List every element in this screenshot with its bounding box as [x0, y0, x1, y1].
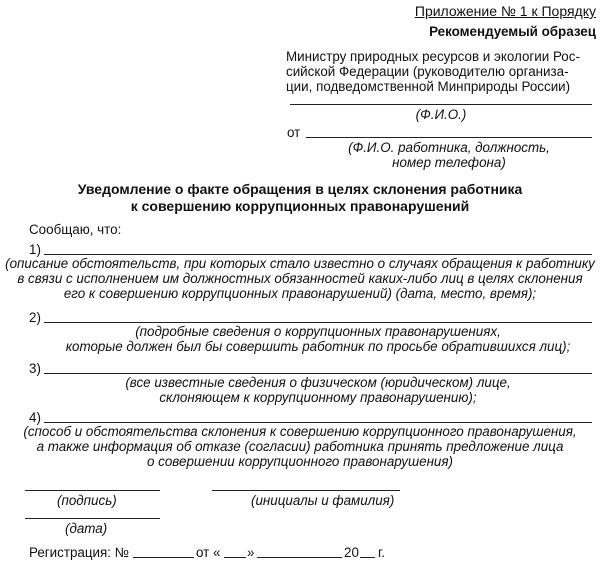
registration-year-suffix: г.	[378, 545, 385, 560]
item-line[interactable]	[44, 254, 592, 255]
intro-text: Сообщаю, что:	[29, 222, 122, 237]
fio-caption: (Ф.И.О.)	[415, 107, 467, 122]
item-number: 1)	[29, 242, 41, 257]
registration-year-line[interactable]	[360, 557, 375, 558]
item-caption	[40, 375, 596, 405]
caption-line: склоняющем к коррупционному правонарушению);	[159, 390, 477, 405]
from-caption-line: (Ф.И.О. работника, должность,	[348, 140, 550, 155]
registration-month-line[interactable]	[257, 557, 342, 558]
from-caption-line: номер телефона)	[392, 155, 506, 170]
caption-line: (все известные сведения о физическом (юридическом) лице,	[125, 375, 511, 390]
appendix-label: Приложение № 1 к Порядку	[414, 3, 596, 19]
document-title	[0, 181, 600, 215]
title-line: к совершению коррупционных правонарушений	[130, 198, 470, 214]
caption-line: в связи с исполнением им должностных обязанностей каких-либо лиц в целях склонения	[17, 271, 583, 286]
item-line[interactable]	[44, 373, 592, 374]
sample-label: Рекомендуемый образец	[429, 24, 596, 39]
item-number: 2)	[29, 310, 41, 325]
from-label: от	[287, 125, 301, 140]
registration-close-quote: »	[247, 545, 255, 560]
addressee-line: ции, подведомственной Минприроды России)	[286, 79, 571, 94]
date-line[interactable]	[25, 518, 160, 519]
item-line[interactable]	[44, 422, 592, 423]
fio-line[interactable]	[290, 104, 592, 105]
caption-line: (подробные сведения о коррупционных правонарушениях,	[135, 324, 501, 339]
caption-line: о совершении коррупционного правонарушения)	[147, 454, 453, 469]
registration-day-line[interactable]	[224, 557, 246, 558]
caption-line: а также информация об отказе (согласии) работника принять предложение лица	[36, 439, 564, 454]
registration-label: Регистрация: №	[29, 545, 130, 560]
caption-line: (способ и обстоятельства склонения к совершению коррупционного правонарушения,	[23, 424, 577, 439]
addressee-line: Министру природных ресурсов и экологии Рос-	[286, 49, 580, 64]
date-caption: (дата)	[65, 521, 108, 536]
caption-line: которые должен был бы совершить работник по просьбе обратившихся лиц);	[65, 339, 571, 354]
caption-line: его к совершению коррупционных правонарушений) (дата, место, время);	[63, 286, 537, 301]
registration-year: 20	[344, 545, 359, 560]
item-caption	[4, 256, 596, 301]
addressee-block	[286, 49, 598, 94]
item-caption	[40, 324, 596, 354]
caption-line: (описание обстоятельств, при которых стало известно о случаях обращения к работнику	[5, 256, 595, 271]
signature-line[interactable]	[25, 490, 160, 491]
signature-caption: (подпись)	[57, 493, 117, 508]
registration-number-line[interactable]	[133, 557, 194, 558]
name-caption: (инициалы и фамилия)	[251, 493, 395, 508]
name-line[interactable]	[212, 490, 400, 491]
item-number: 3)	[29, 361, 41, 376]
addressee-line: сийской Федерации (руководителю организа-	[286, 64, 569, 79]
title-line: Уведомление о факте обращения в целях склонения работника	[77, 181, 523, 197]
item-caption	[4, 424, 596, 469]
item-line[interactable]	[44, 322, 592, 323]
from-line[interactable]	[306, 137, 592, 138]
registration-from: от «	[196, 545, 221, 560]
item-number: 4)	[29, 410, 41, 425]
